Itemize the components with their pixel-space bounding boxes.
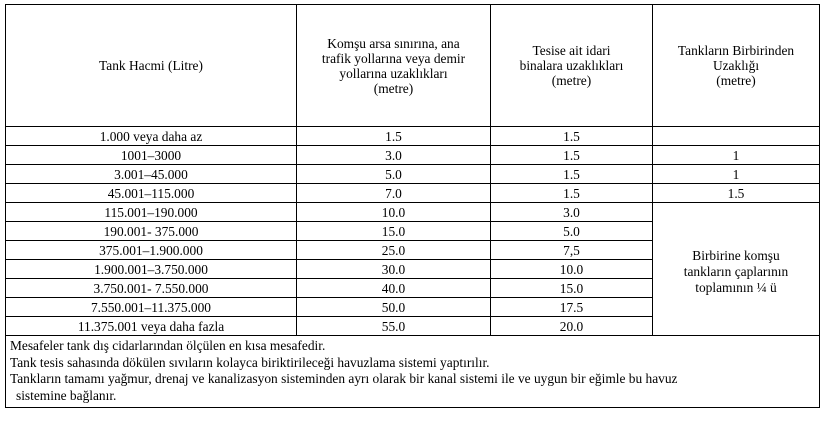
header-building-line: binalara uzaklıkları [519, 58, 624, 73]
cell-volume: 1.000 veya daha az [6, 127, 297, 146]
header-road-distance [297, 5, 491, 127]
cell-tank: 1 [653, 165, 820, 184]
cell-tank: 1 [653, 146, 820, 165]
cell-building: 1.5 [491, 165, 653, 184]
header-tank-distance [653, 5, 820, 127]
merged-note-line: tankların çaplarının [683, 264, 789, 279]
header-building-line: (metre) [551, 73, 592, 88]
cell-volume: 190.001- 375.000 [6, 222, 297, 241]
header-road-line: trafik yollarına veya demir [321, 50, 466, 66]
cell-building: 17.5 [491, 298, 653, 317]
cell-building: 1.5 [491, 146, 653, 165]
header-tank-line: Tankların Birbirinden [677, 43, 795, 58]
tank-distance-table [5, 4, 820, 408]
header-row [6, 5, 820, 127]
header-building-distance [491, 5, 653, 127]
cell-road: 25.0 [297, 241, 491, 260]
cell-volume: 115.001–190.000 [6, 203, 297, 222]
cell-volume: 1001–3000 [6, 146, 297, 165]
cell-building: 1.5 [491, 184, 653, 203]
cell-road: 15.0 [297, 222, 491, 241]
note-line-3: Tankların tamamı yağmur, drenaj ve kanalizasyon sisteminden ayrı olarak bir kanal sistemi ile ve uygun bir eğimle bu havuz [10, 371, 678, 386]
cell-volume: 3.750.001- 7.550.000 [6, 279, 297, 298]
cell-building: 3.0 [491, 203, 653, 222]
cell-road: 5.0 [297, 165, 491, 184]
note-line-1: Mesafeler tank dış cidarlarından ölçülen en kısa mesafedir. [10, 338, 326, 353]
cell-building: 7,5 [491, 241, 653, 260]
table-row [6, 165, 820, 184]
note-line-2: Tank tesis sahasında dökülen sıvıların kolayca biriktirileceği havuzlama sistemi yaptırılır. [10, 354, 490, 370]
header-tank-line: (metre) [716, 73, 756, 88]
header-road-line: yollarına uzaklıkları [339, 65, 448, 81]
table-row [6, 203, 820, 222]
header-road-line: (metre) [373, 80, 414, 96]
header-tank-volume: Tank Hacmi (Litre) [6, 5, 297, 127]
cell-tank: 1.5 [653, 184, 820, 203]
cell-volume: 7.550.001–11.375.000 [6, 298, 297, 317]
cell-volume: 1.900.001–3.750.000 [6, 260, 297, 279]
header-road-line: Komşu arsa sınırına, ana [327, 35, 460, 51]
cell-road: 10.0 [297, 203, 491, 222]
cell-road: 3.0 [297, 146, 491, 165]
cell-building: 10.0 [491, 260, 653, 279]
cell-road: 30.0 [297, 260, 491, 279]
cell-volume: 375.001–1.900.000 [6, 241, 297, 260]
cell-road: 1.5 [297, 127, 491, 146]
header-building-line: Tesise ait idari [532, 43, 611, 58]
notes-row [6, 336, 820, 408]
cell-volume: 11.375.001 veya daha fazla [6, 317, 297, 336]
note-line-3-continued: sistemine bağlanır. [16, 387, 117, 403]
cell-building: 15.0 [491, 279, 653, 298]
cell-building: 20.0 [491, 317, 653, 336]
cell-building: 5.0 [491, 222, 653, 241]
table-row [6, 184, 820, 203]
cell-volume: 45.001–115.000 [6, 184, 297, 203]
cell-road: 7.0 [297, 184, 491, 203]
cell-road: 40.0 [297, 279, 491, 298]
merged-tank-note [653, 203, 820, 336]
header-tank-line: Uzaklığı [712, 58, 760, 73]
table-row [6, 146, 820, 165]
cell-building: 1.5 [491, 127, 653, 146]
cell-road: 50.0 [297, 298, 491, 317]
merged-note-line: toplamının ¼ ü [695, 280, 777, 295]
table-row [6, 127, 820, 146]
cell-road: 55.0 [297, 317, 491, 336]
cell-tank [653, 127, 820, 146]
notes-cell [6, 336, 820, 408]
cell-volume: 3.001–45.000 [6, 165, 297, 184]
merged-note-line: Birbirine komşu [692, 248, 780, 263]
